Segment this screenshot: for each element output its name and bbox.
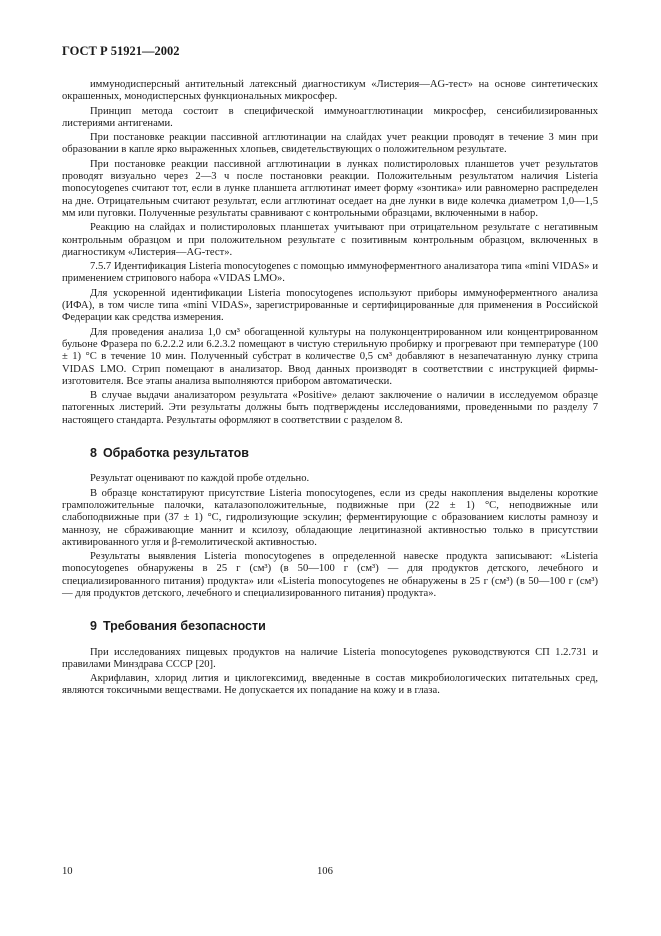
paragraph: Для проведения анализа 1,0 см³ обогащенной культуры на полуконцентрированном или концентрированном бульоне Фразера по 6.2.2.2 или 6.2.3.2 помещают в чистую стерильную пробирку и прогревают при температуре (100 ± 1) °С в течение 10 мин. Полученный субстрат в количестве 0,5 см³ добавляют в незапечатанную лунку стрипа VIDAS LMO. Стрип помещают в анализатор. Ввод данных производят в соответствии с инструкцией фирмы-изготовителя. Все этапы анализа выполняются прибором автоматически. xyxy=(62,326,598,387)
page-number-left: 10 xyxy=(62,866,73,877)
paragraph: Результаты выявления Listeria monocytogenes в определенной навеске продукта записывают: «Listeria monocytogenes обнаружены в 25 г (см³) (в 50—100 г (см³) — для продуктов детского, лечебного и специализированного питания) продукта» или «Listeria monocytogenes не обнаружены в 25 г (см³) (в 50—100 г (см³) — для продуктов детского, лечебного и специализированного питания) продукта». xyxy=(62,551,598,599)
section-number: 9 xyxy=(90,619,97,634)
section-title: Требования безопасности xyxy=(102,619,266,634)
paragraph: При постановке реакции пассивной агглютинации на слайдах учет реакции проводят в течение 3 мин при образовании в капле ярко выраженных хлопьев, свидетельствующих о положительном результате. xyxy=(62,132,598,156)
section-8-heading xyxy=(62,447,598,459)
document-body xyxy=(62,79,598,700)
document-header: ГОСТ Р 51921—2002 xyxy=(62,44,180,58)
paragraph: иммунодисперсный антительный латексный диагностикум «Листерия—AG-тест» на основе синтетических окрашенных, монодисперсных функциональных микросфер. xyxy=(62,79,598,103)
section-9-heading xyxy=(62,620,598,632)
paragraph: Результат оценивают по каждой пробе отдельно. xyxy=(90,473,310,485)
paragraph: 7.5.7 Идентификация Listeria monocytogenes с помощью иммуноферментного анализатора типа «mini VIDAS» и применением стрипового набора «VIDAS LMO». xyxy=(62,261,598,285)
paragraph: Принцип метода состоит в специфической иммуноагглютинации микросфер, сенсибилизированных листериями антигенами. xyxy=(62,105,598,129)
paragraph: В образце констатируют присутствие Listeria monocytogenes, если из среды накопления выделены короткие грамположительные палочки, каталазоположительные, подвижные при (22 ± 1) °С, неподвижные или слабоподвижные при (37 ± 1) °С, гидролизующие эскулин; ферментирующие с образованием кислоты рамнозу и маннозу, не сбраживающие маннит и ксилозу, обладающие лецитиназной активностью только в присутствии активированного угля и β-гемолитической активностью. xyxy=(62,487,598,548)
paragraph: При исследованиях пищевых продуктов на наличие Listeria monocytogenes руководствуются СП 1.2.731 и правилами Минздрава СССР [20]. xyxy=(62,646,598,670)
section-number: 8 xyxy=(90,446,97,461)
paragraph: В случае выдачи анализатором результата «Positive» делают заключение о наличии в исследуемом образце патогенных листерий. Эти результаты должны быть подтверждены исследованиями, проведенными по разделу 7 настоящего стандарта. Результаты оформляют в соответствии с разделом 8. xyxy=(62,390,598,426)
section-title: Обработка результатов xyxy=(102,446,249,461)
paragraph: Для ускоренной идентификации Listeria monocytogenes используют приборы иммуноферментного анализа (ИФА), в том числе типа «mini VIDAS», зарегистрированные и сертифицированные для применения в Российской Федерации как средства измерения. xyxy=(62,287,598,324)
paragraph: При постановке реакции пассивной агглютинации в лунках полистироловых планшетов учет результатов проводят визуально через 2—3 ч после постановки реакции. Положительным результатом наличия Listeria monocytogenes считают тот, если в лунке планшета агглютинат имеет форму «зонтика» или равномерно распределен на дне. Отрицательным считают результат, если агглютинат оседает на дне лунки в виде колечка диаметром 1,0—1,5 мм или пуговки. Полученные результаты сравнивают с контрольными образцами, включенными в набор. xyxy=(62,158,598,219)
paragraph: Реакцию на слайдах и полистироловых планшетах учитывают при отрицательном результате с негативным контрольным образцом и при положительном результате с позитивным контрольным образцом, включенных в диагностикум «Листерия—AG-тест». xyxy=(62,222,598,258)
page-number-center: 106 xyxy=(317,866,333,877)
paragraph: Акрифлавин, хлорид лития и циклогексимид, введенные в состав микробиологических питательных сред, являются токсичными веществами. Не допускается их попадание на кожу и в глаза. xyxy=(62,673,598,697)
